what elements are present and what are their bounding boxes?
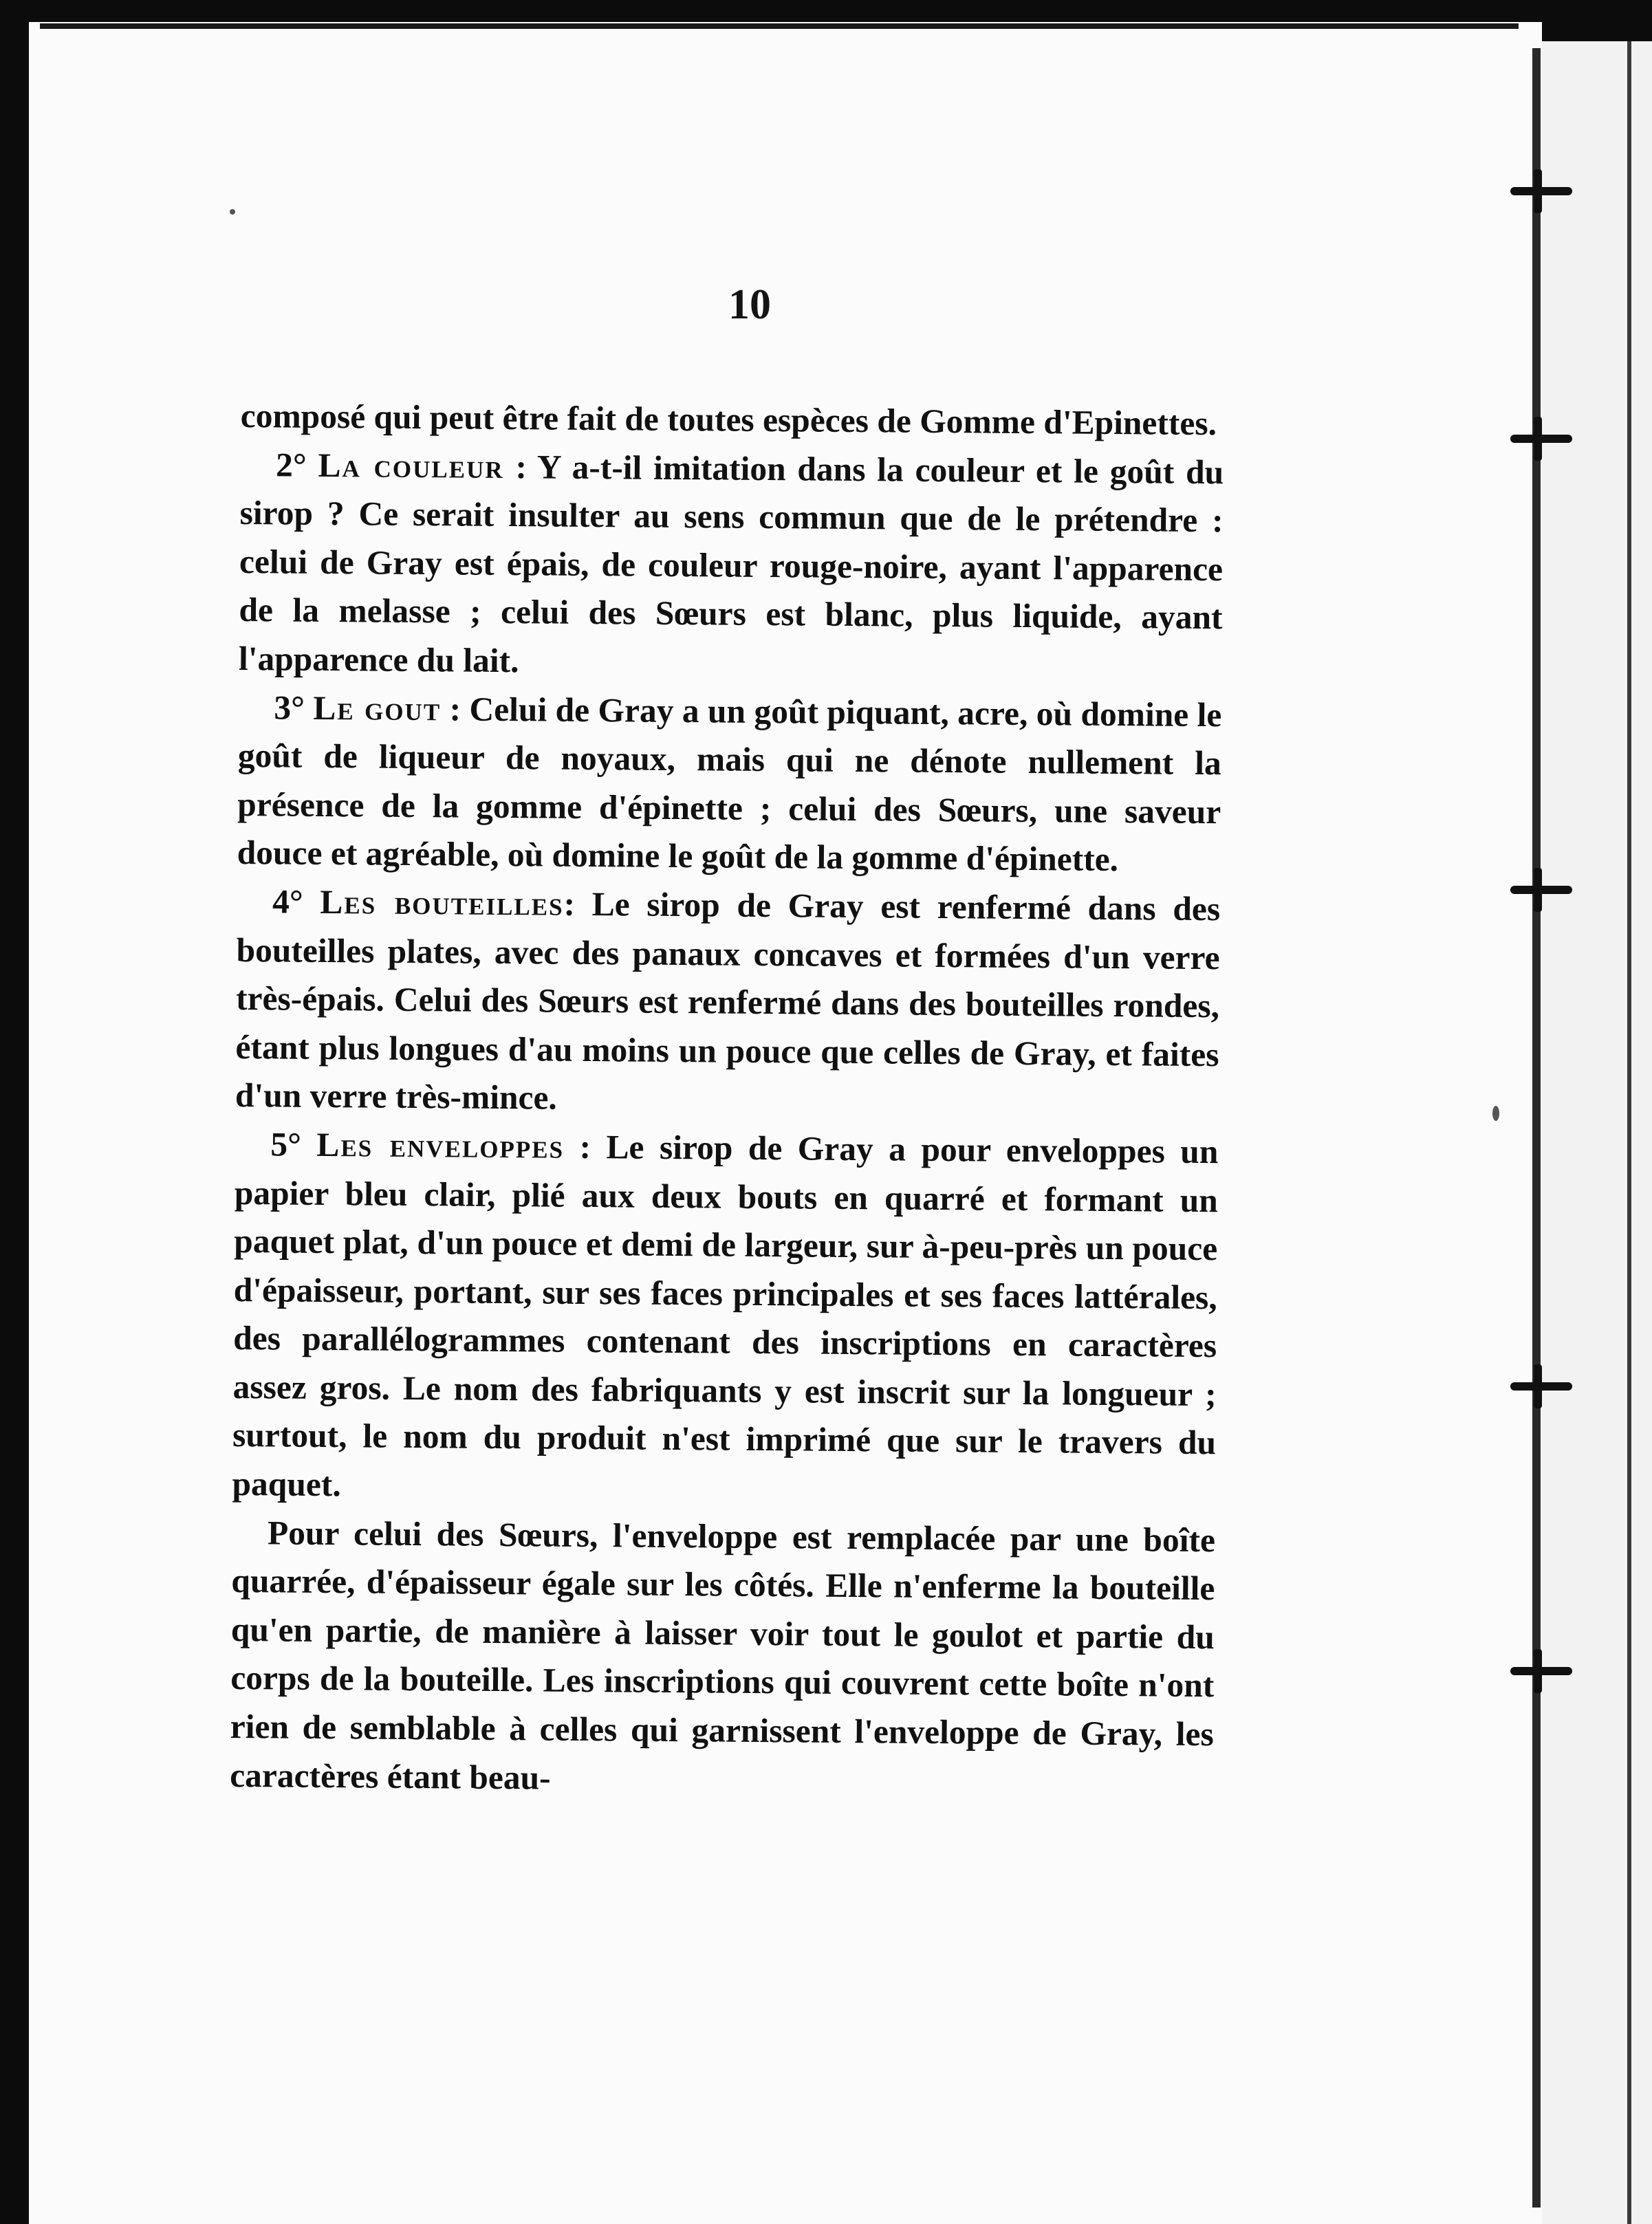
binding-strip (1532, 48, 1541, 2207)
paragraph (230, 1509, 1215, 1808)
page-number: 10 (728, 281, 771, 328)
section-number: 2° (275, 445, 318, 484)
paragraph-text: : Le sirop de Gray a pour enveloppes un papier bleu clair, plié aux deux bouts en quarré et formant un paquet plat, d'un pouce et demi de largeur, sur à-peu-près un pouce d'épaisseur, portant, sur ses faces principales et ses faces lattérales, des parallélogrammes contenant des inscriptions en caractères assez gros. Le nom des fabriquants y est inscrit sur la longueur ; surtout, le nom du produit n'est imprimé que sur le travers du paquet. (232, 1127, 1219, 1504)
body-text (230, 392, 1224, 1807)
paragraph (239, 441, 1224, 691)
section-heading: Les bouteilles (320, 882, 564, 923)
adjacent-page-line (1627, 41, 1631, 2224)
section-heading: Les enveloppes (316, 1125, 565, 1166)
adjacent-page-edge (1542, 41, 1652, 2224)
section-heading: Le gout (313, 688, 442, 728)
section-heading: La couleur (318, 446, 504, 486)
paper-speck (230, 209, 235, 215)
paragraph (235, 877, 1221, 1128)
paragraph (237, 684, 1221, 886)
paragraph-text: composé qui peut être fait de toutes espèces de Gomme d'Epinettes. (240, 396, 1217, 443)
paragraph-text: : Y a-t-il imitation dans la couleur et le goût du sirop ? Ce serait insulter au sens commun que de le prétendre : celui de Gray est épais, de couleur rouge-noire, ayant l'apparence de la melasse ; celui des Sœurs est blanc, plus liquide, ayant l'apparence du lait. (238, 447, 1224, 680)
binding-stitch (1510, 886, 1572, 894)
section-number: 4° (272, 882, 320, 921)
binding-stitch (1510, 1382, 1572, 1391)
paragraph-text: Pour celui des Sœurs, l'enveloppe est remplacée par une boîte quarrée, d'épaisseur égale sur les côtés. Elle n'enferme la bouteille qu'en partie, de manière à laisser voir tout le goulot et partie du corps de la bouteille. Les inscriptions qui couvrent cette boîte n'ont rien de semblable à celles qui garnissent l'enveloppe de Gray, les caractères étant beau- (229, 1514, 1216, 1797)
paragraph-text: : Celui de Gray a un goût piquant, acre, où domine le goût de liqueur de noyaux, mais qui ne dénote nullement la présence de la gomme d'épinette ; celui des Sœurs, une saveur douce et agréable, où domine le goût de la gomme d'épinette. (237, 689, 1222, 879)
paragraph (232, 1120, 1218, 1516)
section-number: 5° (270, 1125, 317, 1164)
binding-stitch (1510, 187, 1572, 195)
binding-stitch (1510, 1667, 1572, 1675)
binding-stitch (1510, 435, 1572, 443)
paragraph (240, 392, 1224, 448)
top-edge-shadow (40, 23, 1519, 29)
paper-speck (1492, 1106, 1499, 1121)
paragraph-text: : Le sirop de Gray est renfermé dans des bouteilles plates, avec des panaux concaves et formées d'un verre très-épais. Celui des Sœurs est renfermé dans des bouteilles rondes, étant plus longues d'au moins un pouce que celles de Gray, et faites d'un verre très-mince. (235, 884, 1221, 1117)
section-number: 3° (274, 688, 314, 727)
